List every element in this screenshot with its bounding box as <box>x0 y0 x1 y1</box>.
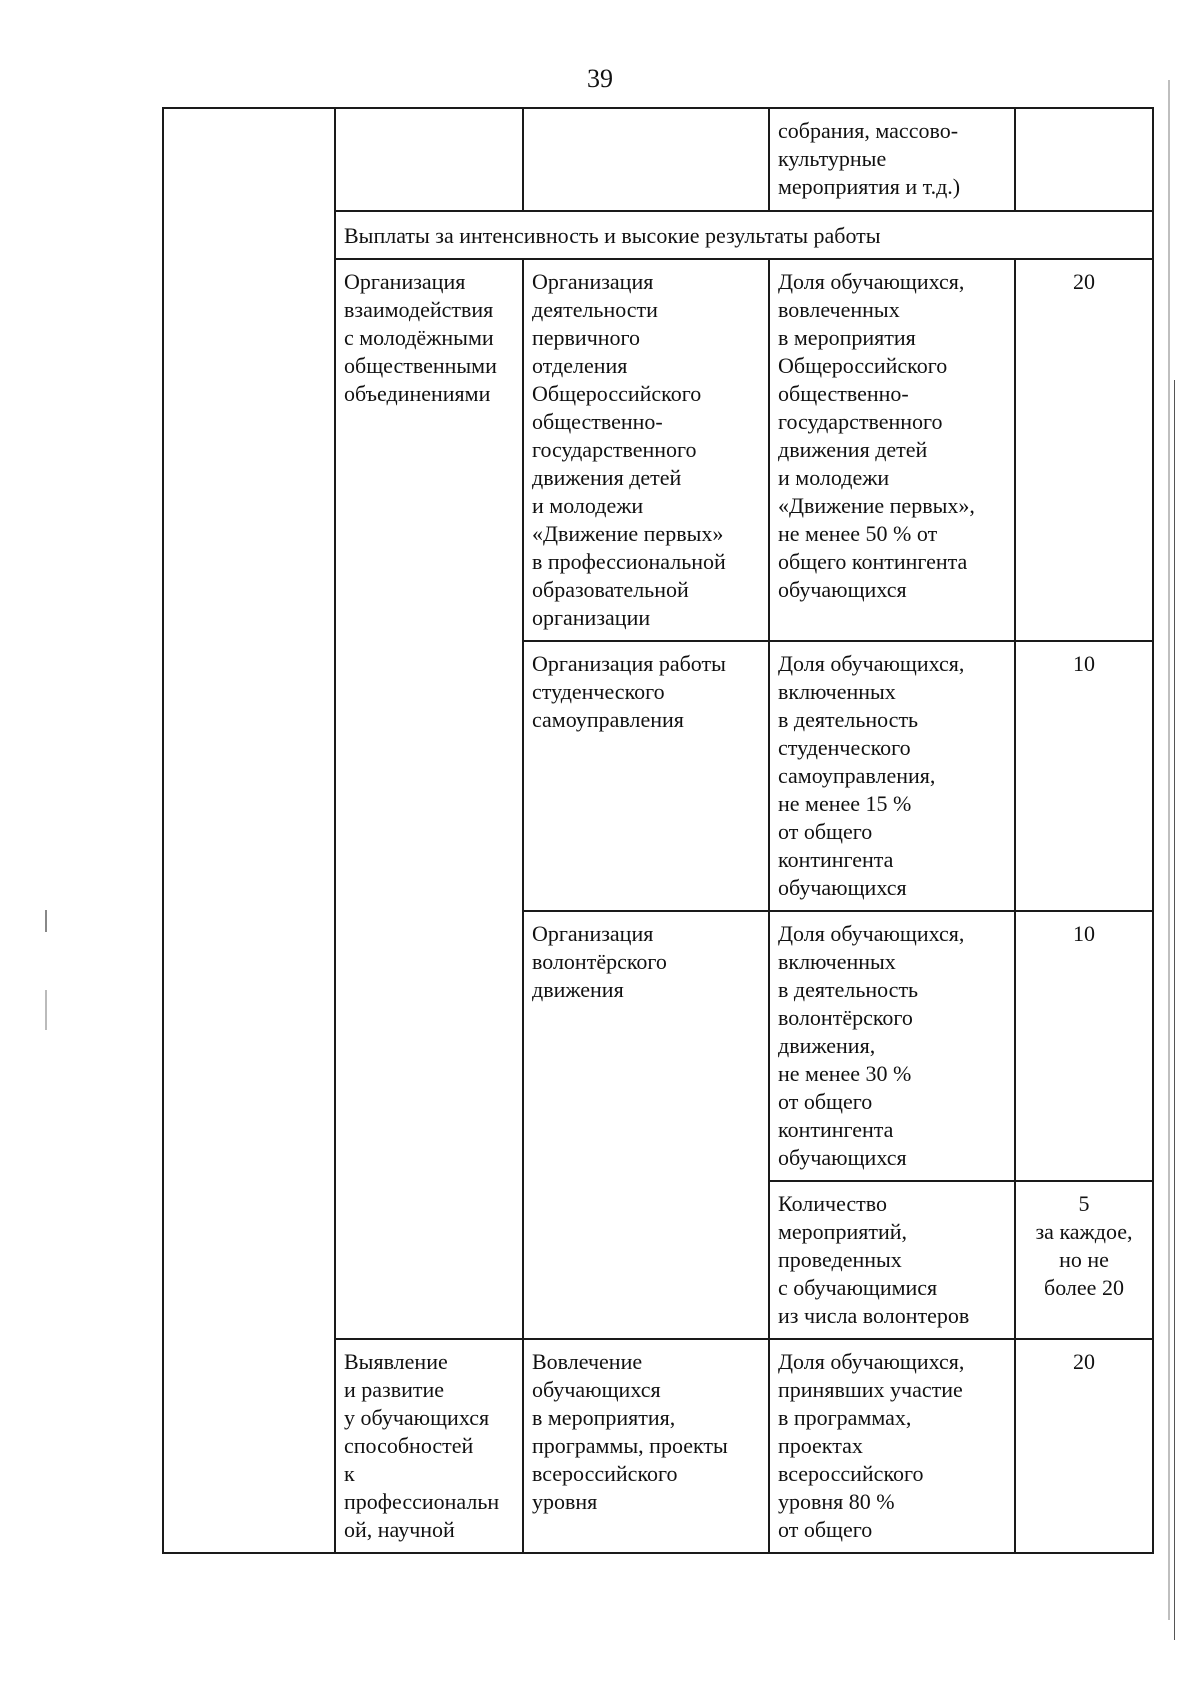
scan-edge-line <box>1168 80 1170 1620</box>
points-cell <box>1015 108 1153 211</box>
points-cell: 20 <box>1015 259 1153 641</box>
criterion-cell: Доля обучающихся, включенных в деятельность волонтёрского движения, не менее 30 % от общего контингента обучающихся <box>769 911 1015 1181</box>
scan-mark <box>45 910 47 932</box>
direction-cell: Организация взаимодействия с молодёжными общественными объединениями <box>335 259 523 1339</box>
scan-edge-line <box>1174 380 1175 1640</box>
activity-cell: Организация деятельности первичного отделения Общероссийского общественно- государственного движения детей и молодежи «Движение первых» в профессиональной образовательной организации <box>523 259 769 641</box>
points-cell: 5 за каждое, но не более 20 <box>1015 1181 1153 1339</box>
criterion-cell: Доля обучающихся, принявших участие в программах, проектах всероссийского уровня 80 % от общего <box>769 1339 1015 1553</box>
activity-cell <box>523 108 769 211</box>
criteria-table <box>162 107 1154 1554</box>
table-row <box>163 108 1153 211</box>
criterion-cell: Доля обучающихся, вовлеченных в мероприятия Общероссийского общественно- государственного движения детей и молодежи «Движение первых», не менее 50 % от общего контингента обучающихся <box>769 259 1015 641</box>
blank-column-cell <box>163 108 335 1553</box>
points-cell: 10 <box>1015 911 1153 1181</box>
activity-cell: Организация работы студенческого самоуправления <box>523 641 769 911</box>
criterion-cell: Количество мероприятий, проведенных с обучающимися из числа волонтеров <box>769 1181 1015 1339</box>
direction-cell: Выявление и развитие у обучающихся способностей к профессиональн ой, научной <box>335 1339 523 1553</box>
activity-cell: Организация волонтёрского движения <box>523 911 769 1339</box>
points-cell: 20 <box>1015 1339 1153 1553</box>
section-header: Выплаты за интенсивность и высокие результаты работы <box>335 211 1153 259</box>
page-number: 39 <box>587 64 613 93</box>
scan-mark <box>45 990 47 1030</box>
direction-cell <box>335 108 523 211</box>
points-cell: 10 <box>1015 641 1153 911</box>
activity-cell: Вовлечение обучающихся в мероприятия, программы, проекты всероссийского уровня <box>523 1339 769 1553</box>
criterion-cell: Доля обучающихся, включенных в деятельность студенческого самоуправления, не менее 15 % от общего контингента обучающихся <box>769 641 1015 911</box>
criterion-cell: собрания, массово- культурные мероприятия и т.д.) <box>769 108 1015 211</box>
